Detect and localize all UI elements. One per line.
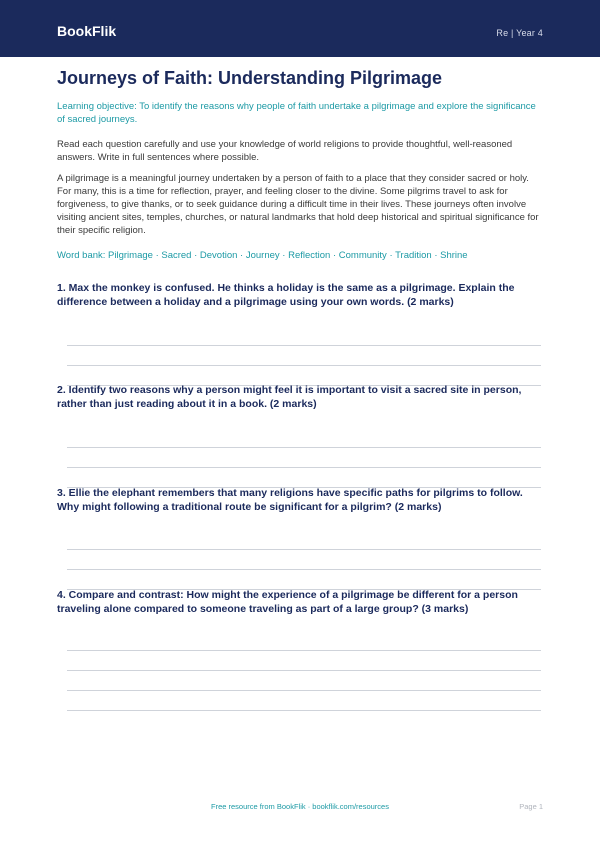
instructions-paragraph: Read each question carefully and use your knowledge of world religions to provide thoughtful, well-reasoned answers. Write in full sentences where possible. bbox=[57, 139, 513, 163]
question-text: 4. Compare and contrast: How might the experience of a pilgrimage be different for a person traveling alone compared to someone traveling as part of a large group? (3 marks) bbox=[57, 589, 518, 615]
footer-link-text[interactable]: Free resource from BookFlik · bookflik.com/resources bbox=[211, 802, 389, 811]
page-title: Journeys of Faith: Understanding Pilgrimage bbox=[57, 68, 443, 88]
answer-line[interactable] bbox=[67, 569, 541, 570]
answer-line[interactable] bbox=[67, 670, 541, 671]
question-1 bbox=[57, 281, 543, 309]
question-text: 3. Ellie the elephant remembers that many religions have specific paths for pilgrims to follow. Why might following a traditional route be significant for a pilgrim? (2 marks) bbox=[57, 487, 523, 513]
question-2 bbox=[57, 383, 543, 411]
answer-line[interactable] bbox=[67, 549, 541, 550]
page-number: Page 1 bbox=[519, 802, 543, 811]
header-bar bbox=[0, 0, 600, 57]
answer-line[interactable] bbox=[67, 447, 541, 448]
question-text: 1. Max the monkey is confused. He thinks a holiday is the same as a pilgrimage. Explain the difference between a holiday and a pilgrimage using your own words. (2 marks) bbox=[57, 282, 515, 308]
subject-year-label: Re | Year 4 bbox=[496, 28, 543, 38]
answer-line[interactable] bbox=[67, 690, 541, 691]
question-text: 2. Identify two reasons why a person might feel it is important to visit a sacred site in person, rather than just reading about it in a book. (2 marks) bbox=[57, 384, 522, 410]
intro-paragraph: A pilgrimage is a meaningful journey undertaken by a person of faith to a place that they consider sacred or holy. For many, this is a time for reflection, prayer, and feeling closer to the divine. Some pilgrims travel to ask for forgiveness, to give thanks, or to seek guidance during a difficult time in their lives. These journeys often involve visiting ancient sites, temples, churches, or natural landmarks that hold deep historical and spiritual significance for their specific religion. bbox=[57, 173, 539, 236]
question-3 bbox=[57, 486, 543, 514]
brand-logo-text: BookFlik bbox=[57, 23, 117, 39]
answer-line[interactable] bbox=[67, 650, 541, 651]
answer-line[interactable] bbox=[67, 467, 541, 468]
learning-objective: Learning objective: To identify the reasons why people of faith undertake a pilgrimage and explore the significance of sacred journeys. bbox=[57, 101, 536, 125]
question-4 bbox=[57, 588, 543, 616]
answer-line[interactable] bbox=[67, 365, 541, 366]
answer-line[interactable] bbox=[67, 345, 541, 346]
answer-line[interactable] bbox=[67, 710, 541, 711]
word-bank: Word bank: Pilgrimage · Sacred · Devotion · Journey · Reflection · Community · Tradition · Shrine bbox=[57, 250, 468, 261]
worksheet-intro bbox=[57, 67, 543, 262]
